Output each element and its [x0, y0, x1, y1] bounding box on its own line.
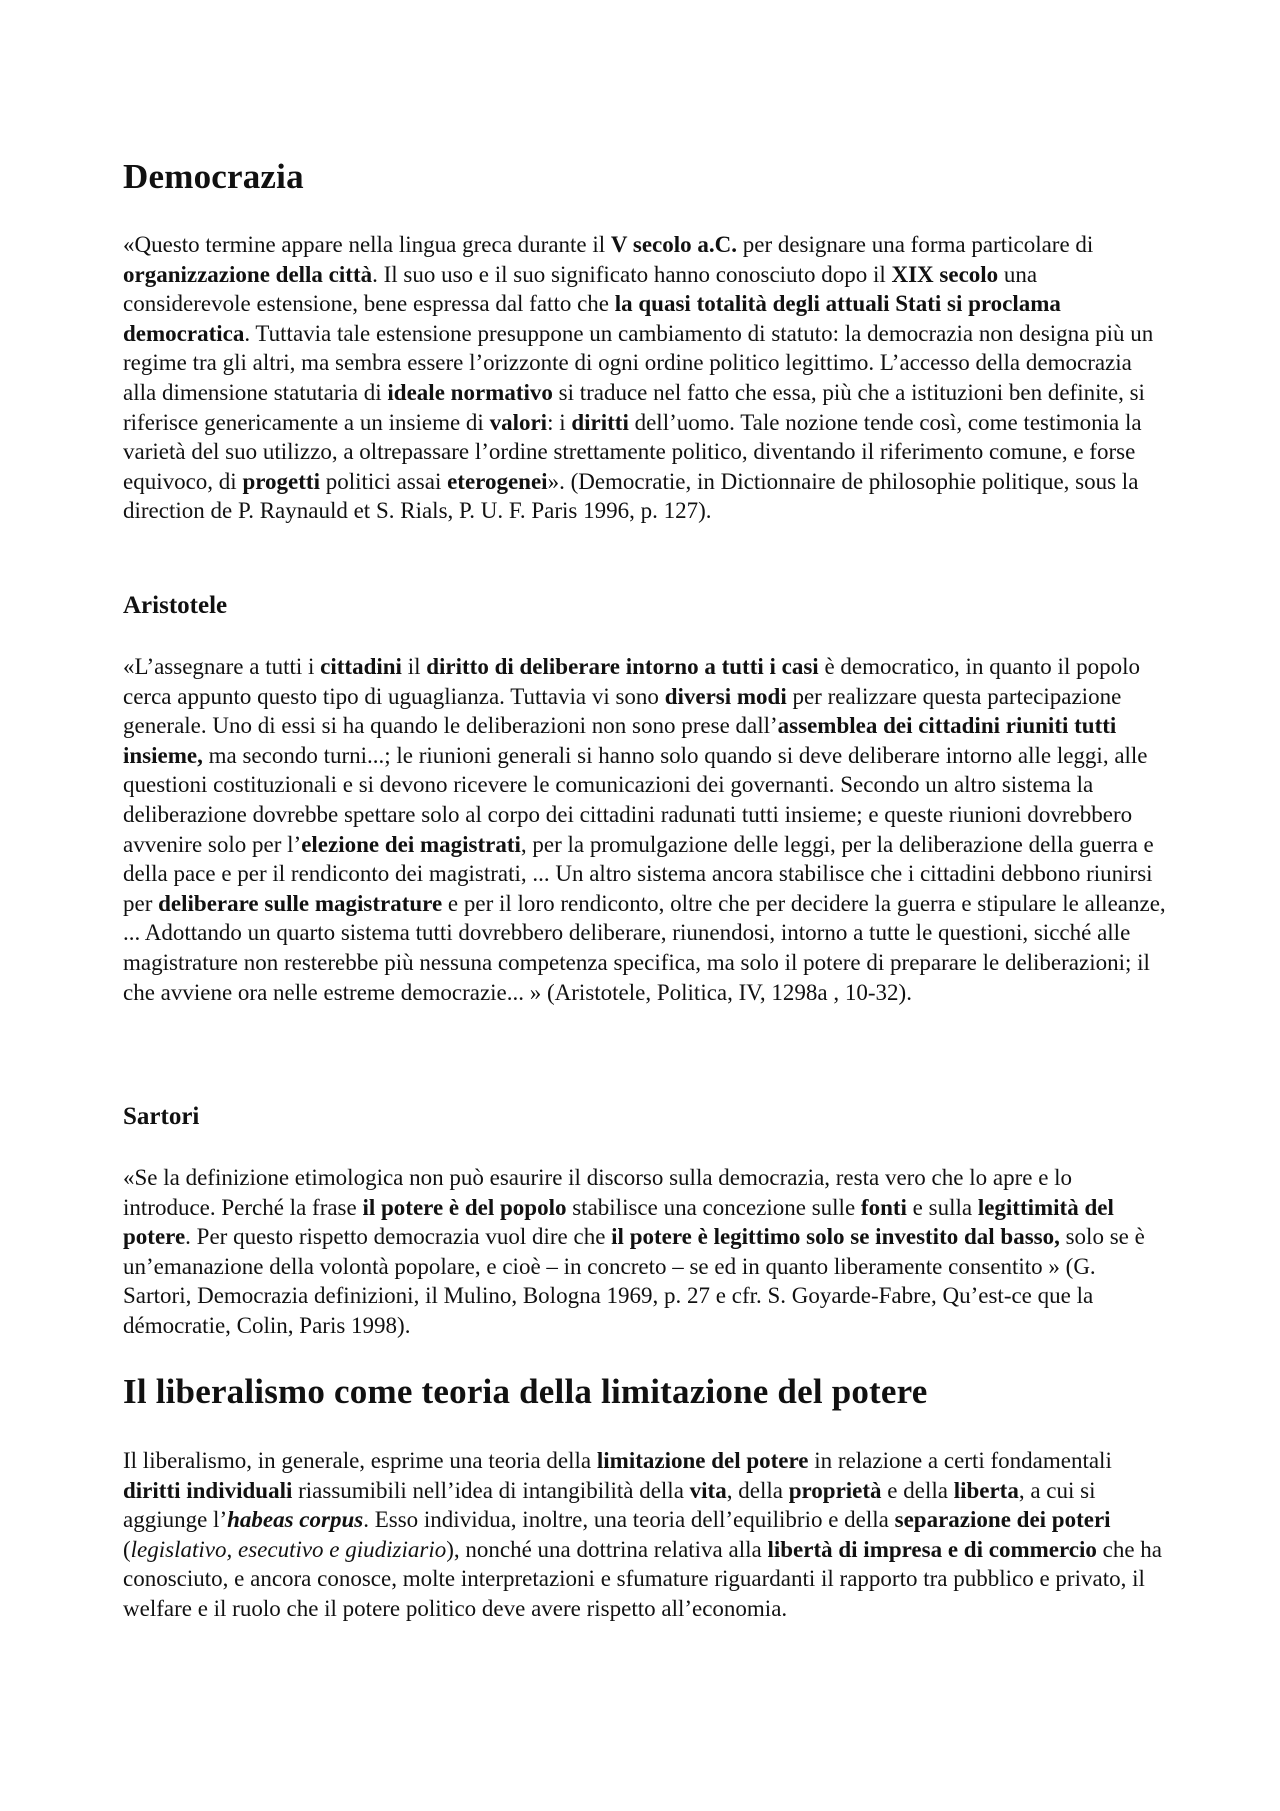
bold-text: cittadini — [320, 654, 402, 679]
text-run: per realizzare questa partecipazione generale. Uno di essi si ha quando le deliberazioni non sono prese dall’ — [123, 683, 1122, 739]
bold-text: diritti — [571, 409, 629, 435]
text-run: «L’assegnare a tutti i — [123, 654, 321, 679]
bold-text: fonti — [860, 1194, 907, 1220]
bold-text: legittimità del potere — [123, 1194, 1114, 1250]
emphasis-text: habeas corpus — [227, 1507, 364, 1533]
bold-text: il potere è legittimo solo se investito dal basso, — [611, 1224, 1060, 1250]
bold-text: diritti individuali — [123, 1477, 293, 1503]
text-run: si traduce nel fatto che essa, più che a istituzioni ben definite, si riferisce genericamente a un insieme di — [123, 379, 1145, 435]
text-run: e della — [881, 1477, 954, 1503]
bold-text: XIX secolo — [891, 261, 999, 287]
heading-sartori: Sartori — [123, 1103, 200, 1130]
bold-text — [227, 1507, 363, 1532]
text-run: è democratico, in quanto il popolo cerca appunto questo tipo di uguaglianza. Tuttavia vi sono — [123, 654, 1140, 709]
text-run: che ha conosciuto, e ancora conosce, molte interpretazioni e sfumature riguardanti il rapporto tra pubblico e privato, il welfare e il ruolo che il potere politico deve avere rispetto all’economia. — [123, 1536, 1162, 1621]
bold-text: organizzazione della città — [123, 261, 373, 287]
text-run: il — [401, 654, 427, 679]
text-run: ma secondo turni...; le riunioni generali si hanno solo quando si deve deliberare intorno alle leggi, alle questioni costituzionali e si devono ricevere le comunicazioni dei governanti. Secondo un altro sistema la deliberazione dovrebbe spettare solo al corpo dei cittadini radunati tutti insieme; e queste riunioni dovrebbero avvenire solo per l’ — [123, 742, 1148, 857]
bold-text: valori — [489, 409, 548, 435]
paragraph-democrazia — [123, 230, 1168, 526]
bold-text: diversi modi — [664, 683, 787, 709]
text-run: . Il suo uso e il suo significato hanno conosciuto dopo il — [372, 261, 892, 287]
text-run: ), nonché una dottrina relativa alla — [446, 1536, 768, 1562]
italic-text: legislativo, esecutivo e giudiziario — [130, 1536, 447, 1562]
text-run: . Esso individua, inoltre, una teoria dell’equilibrio e della — [363, 1507, 895, 1533]
bold-text: diritto di deliberare intorno a tutti i casi — [426, 654, 819, 679]
text-run: , a cui si aggiunge l’ — [123, 1477, 1096, 1533]
text-run: e per il loro rendiconto, oltre che per decidere la guerra e stipulare le alleanze, ... Adottando un quarto sistema tutti dovrebbero deliberare, riunendosi, intorno a tutte le questioni, sicché alle magistrature non resterebbe più nessuna competenza specifica, ma solo il potere di preparare le deliberazioni; il che avviene ora nelle estreme democrazie... » (Aristotele, Politica, IV, 1298a , 10-32). — [123, 890, 1166, 1005]
bold-text: eterogenei — [447, 468, 548, 494]
bold-text: deliberare sulle magistrature — [158, 890, 443, 916]
bold-text: libertà di impresa e di commercio — [767, 1536, 1097, 1562]
bold-text: la quasi totalità degli attuali Stati si proclama democratica — [123, 291, 1061, 346]
text-run: ( — [123, 1536, 131, 1562]
text-run: in relazione a certi fondamentali — [808, 1448, 1112, 1473]
bold-text: limitazione del potere — [596, 1448, 809, 1473]
bold-text: V secolo a.C. — [610, 232, 737, 257]
bold-text: ideale normativo — [387, 379, 553, 405]
bold-text: il potere è del popolo — [362, 1194, 567, 1220]
text-run: ». (Democratie, in Dictionnaire de philosophie politique, sous la direction de P. Raynauld et S. Rials, P. U. F. Paris 1996, p. 127). — [123, 468, 1139, 524]
text-run: per designare una forma particolare di — [736, 232, 1094, 257]
bold-text: liberta — [953, 1477, 1019, 1503]
text-run: solo se è un’emanazione della volontà popolare, e cioè – in concreto – se ed in quanto liberamente consentito » (G. Sartori, Democrazia definizioni, il Mulino, Bologna 1969, p. 27 e cfr. S. Goyarde-Fabre, Qu’est-ce que la démocratie, Colin, Paris 1998). — [123, 1224, 1145, 1338]
text-run: . Tuttavia tale estensione presuppone un cambiamento di statuto: la democrazia non designa più un regime tra gli altri, ma sembra essere l’orizzonte di ogni ordine politico legittimo. L’accesso della democrazia alla dimensione statutaria di — [123, 320, 1154, 405]
bold-text: proprietà — [788, 1477, 882, 1503]
bold-text: separazione dei poteri — [894, 1507, 1111, 1533]
text-run: e sulla — [906, 1194, 978, 1220]
bold-text: elezione dei magistrati — [301, 831, 521, 857]
heading-aristotele: Aristotele — [123, 592, 228, 619]
text-run: , per la promulgazione delle leggi, per la deliberazione della guerra e della pace e per il rendiconto dei magistrati, ... Un altro sistema ancora stabilisce che i cittadini debbono riunirsi per — [123, 831, 1154, 916]
bold-text: assemblea dei cittadini riuniti tutti insieme, — [123, 713, 1117, 768]
text-run: «Questo termine appare nella lingua greca durante il — [123, 232, 611, 257]
text-run: dell’uomo. Tale nozione tende così, come testimonia la varietà del suo utilizzo, a oltrepassare l’ordine strettamente politico, diventando il riferimento comune, e forse equivoco, di — [123, 409, 1142, 494]
paragraph-sartori — [123, 1163, 1168, 1341]
paragraph-liberalismo — [123, 1446, 1168, 1624]
heading-democrazia: Democrazia — [123, 157, 304, 196]
text-run: . Per questo rispetto democrazia vuol dire che — [185, 1224, 612, 1250]
text-run: stabilisce una concezione sulle — [566, 1194, 861, 1220]
text-run: Il liberalismo, in generale, esprime una teoria della — [123, 1448, 597, 1473]
text-run: riassumibili nell’idea di intangibilità della — [292, 1477, 690, 1503]
text-run: , della — [726, 1477, 789, 1503]
paragraph-aristotele — [123, 652, 1168, 1007]
text-run: una considerevole estensione, bene espressa dal fatto che — [123, 261, 1038, 317]
text-run: politici assai — [319, 468, 448, 494]
bold-text: vita — [689, 1477, 727, 1503]
text-run: «Se la definizione etimologica non può esaurire il discorso sulla democrazia, resta vero che lo apre e lo introduce. Perché la frase — [123, 1165, 1073, 1220]
heading-liberalismo: Il liberalismo come teoria della limitazione del potere — [123, 1372, 928, 1411]
bold-text: progetti — [242, 468, 320, 494]
text-run: : i — [547, 409, 572, 435]
